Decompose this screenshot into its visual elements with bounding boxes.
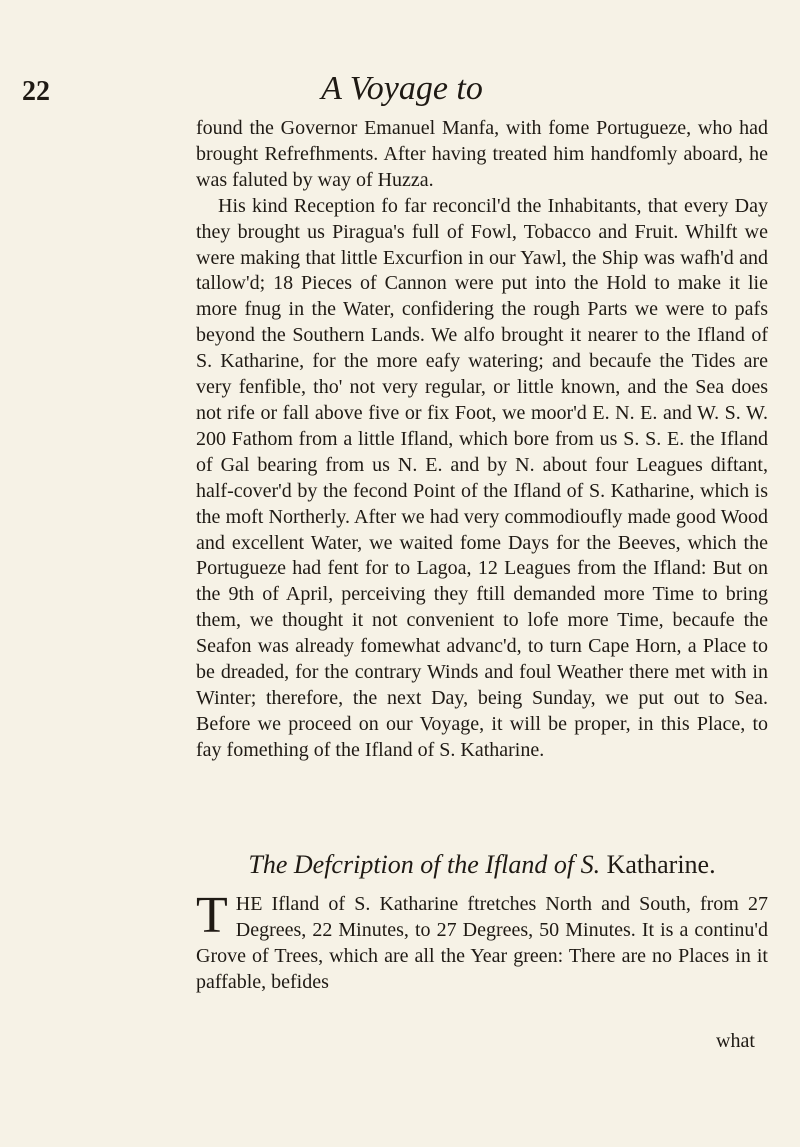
section-title-roman: Katharine. (606, 850, 716, 879)
running-head: A Voyage to (321, 70, 483, 107)
section-title-italic: The Defcription of the Ifland of S. (248, 850, 601, 879)
page-header (22, 70, 782, 110)
page-number: 22 (22, 76, 50, 107)
paragraph-2: His kind Reception fo far reconcil'd the Inhabitants, that every Day they brought us Piragua's full of Fowl, Tobacco and Fruit. Whilft we were making that little Excurfion in our Yawl, the Ship was wafh'd and tallow'd; 18 Pieces of Cannon were put into the Hold to make it lie more fnug in the Water, confidering the rough Parts we were to pafs beyond the Southern Lands. We alfo brought it nearer to the Ifland of S. Katharine, for the more eafy watering; and becaufe the Tides are very fenfible, tho' not very regular, or little known, and the Sea does not rife or fall above five or fix Foot, we moor'd E. N. E. and W. S. W. 200 Fathom from a little Ifland, which bore from us S. S. E. the Ifland of Gal bearing from us N. E. and by N. about four Leagues diftant, half-cover'd by the fecond Point of the Ifland of S. Katharine, which is the moft Northerly. After we had very commodioufly made good Wood and excellent Water, we waited fome Days for the Beeves, which the Portugueze had fent for to Lagoa, 12 Leagues from the Ifland: But on the 9th of April, perceiving they ftill demanded more Time to bring them, we thought it not convenient to lofe more Time, becaufe the Seafon was already fomewhat advanc'd, to turn Cape Horn, a Place to be dreaded, for the contrary Winds and foul Weather there met with in Winter; therefore, the next Day, being Sunday, we put out to Sea. Before we proceed on our Voyage, it will be proper, in this Place, to fay fomething of the Ifland of S. Katharine. (196, 194, 768, 761)
paragraph-1: found the Governor Emanuel Manfa, with fome Portugueze, who had brought Refrefhments. After having treated him handfomly aboard, he was faluted by way of Huzza. (196, 117, 768, 191)
body-text (196, 116, 768, 764)
catchword: what (716, 1030, 755, 1052)
description-text (196, 887, 768, 996)
section-title (196, 850, 768, 880)
drop-cap: T (196, 887, 228, 944)
description-paragraph: HE Ifland of S. Katharine ftretches North and South, from 27 Degrees, 22 Minutes, to 27 Degrees, 50 Minutes. It is a continu'd Grove of Trees, which are all the Year green: There are no Places in it paffable, befides (196, 893, 768, 993)
